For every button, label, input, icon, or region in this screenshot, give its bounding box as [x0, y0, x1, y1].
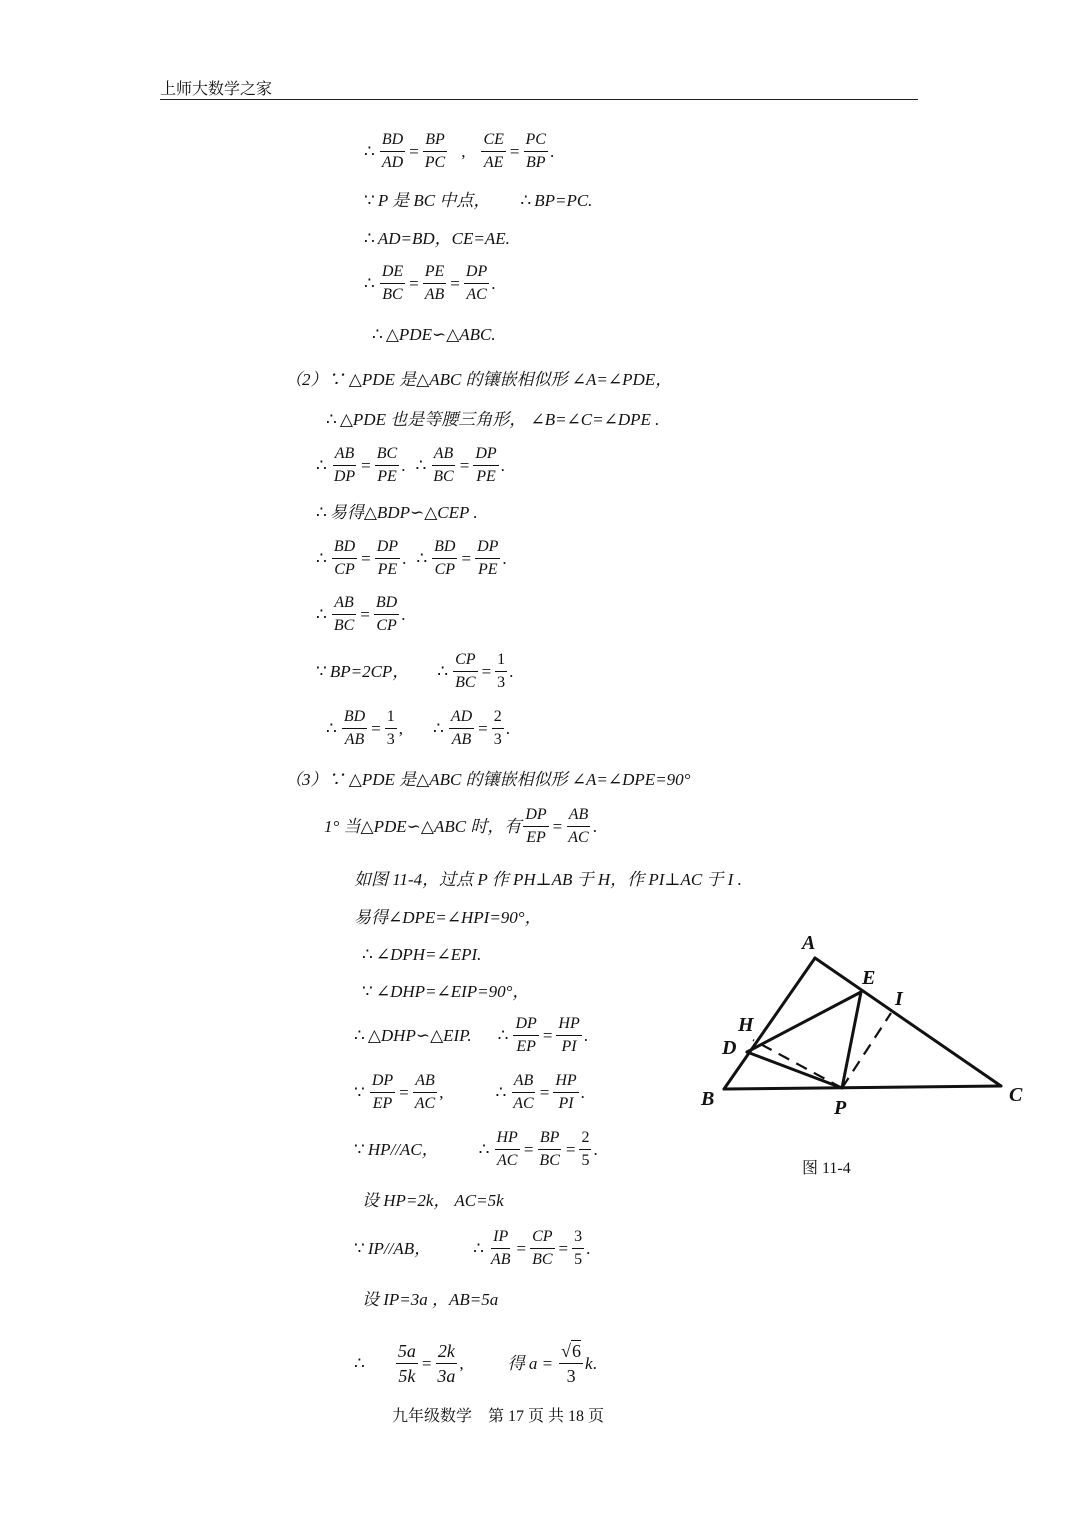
label-h: H	[738, 1014, 754, 1036]
perpendicular-lines	[753, 1013, 891, 1088]
part3-line-4: 易得∠DPE=∠HPI=90°，	[354, 908, 542, 927]
label-c: C	[1009, 1084, 1023, 1106]
figure-11-4	[690, 925, 1040, 1130]
fraction: $\frac{BD}{AD}$	[381, 131, 404, 171]
part2-line-2: ∴ △PDE 也是等腰三角形， ∠B=∠C=∠DPE .	[326, 410, 660, 429]
part2-line-8: ∴ $\frac{BD}{AB}$ = $\frac{1}{3}$ , ∴ $\frac{AD}{AB}$ = $\frac{2}{3}$ .	[326, 708, 510, 748]
triangle-pde	[747, 992, 861, 1088]
part3-line-12: 设 IP=3a ，AB=5a	[362, 1290, 499, 1309]
part3-line-3: 如图 11-4，过点 P 作 PH⊥AB 于 H，作 PI⊥AC 于 I .	[354, 870, 742, 889]
fraction: $\frac{PC}{BP}$	[525, 131, 546, 171]
header-rule	[160, 99, 918, 100]
part3-line-9: ∵ HP//AC， ∴ $\frac{HP}{AC}$ = $\frac{BP}{BC}$ = $\frac{2}{5}$ .	[354, 1129, 598, 1169]
part2-line-1: （2）∵ △PDE 是△ABC 的镶嵌相似形 ∠A=∠PDE，	[285, 370, 673, 389]
page-footer: 九年级数学 第 17 页 共 18 页	[392, 1408, 605, 1425]
label-b: B	[701, 1088, 715, 1110]
part2-line-6: ∴ $\frac{AB}{BC}$ = $\frac{BD}{CP}$ .	[316, 594, 406, 634]
part3-line-8: ∵ $\frac{DP}{EP}$ = $\frac{AB}{AC}$ , ∴ $\frac{AB}{AC}$ = $\frac{HP}{PI}$ .	[354, 1072, 585, 1112]
part2-line-3: ∴ $\frac{AB}{DP}$ = $\frac{BC}{PE}$ . ∴ $\frac{AB}{BC}$ = $\frac{DP}{PE}$ .	[316, 445, 505, 485]
part2-line-4: ∴ 易得△BDP∽△CEP .	[316, 503, 478, 522]
part2-line-5: ∴ $\frac{BD}{CP}$ = $\frac{DP}{PE}$ . ∴ $\frac{BD}{CP}$ = $\frac{DP}{PE}$ .	[316, 538, 507, 578]
label-i: I	[895, 988, 903, 1010]
part3-line-13: ∴ $\frac{5a}{5k}$ = $\frac{2k}{3a}$ , 得 a = $\frac{√6}{3}$ k .	[354, 1341, 597, 1386]
part3-line-2: 1° 当△PDE∽△ABC 时，有 $\frac{DP}{EP}$ = $\frac{AB}{AC}$ .	[324, 806, 597, 846]
eq-line-4: ∴ $\frac{DE}{BC}$ = $\frac{PE}{AB}$ = $\frac{DP}{AC}$ .	[364, 263, 496, 303]
part3-line-11: ∵ IP//AB， ∴ $\frac{IP}{AB}$ = $\frac{CP}{BC}$ = $\frac{3}{5}$ .	[354, 1228, 591, 1268]
part3-line-7: ∴ △DHP∽△EIP. ∴ $\frac{DP}{EP}$ = $\frac{HP}{PI}$ .	[354, 1015, 588, 1055]
eq-line-5: ∴ △PDE∽△ABC.	[372, 325, 496, 344]
part3-line-1: （3）∵ △PDE 是△ABC 的镶嵌相似形 ∠A=∠DPE=90°	[285, 770, 691, 789]
label-e: E	[862, 967, 876, 989]
page-header: 上师大数学之家	[160, 81, 273, 98]
part3-line-5: ∴ ∠DPH=∠EPI.	[362, 945, 482, 964]
eq-line-1: ∴ $\frac{BD}{AD}$ = $\frac{BP}{PC}$ , $\frac{CE}{AE}$ = $\frac{PC}{BP}$ .	[364, 131, 555, 171]
label-p: P	[834, 1097, 847, 1119]
part2-line-7: ∵ BP=2CP， ∴ $\frac{CP}{BC}$ = $\frac{1}{3}$ .	[316, 651, 514, 691]
label-a: A	[802, 932, 816, 954]
eq-line-2: ∵ P 是 BC 中点， ∴ BP=PC.	[364, 191, 593, 210]
part3-line-10: 设 HP=2k， AC=5k	[362, 1191, 504, 1210]
part3-line-6: ∵ ∠DHP=∠EIP=90°，	[362, 982, 530, 1001]
eq-line-3: ∴ AD=BD，CE=AE.	[364, 229, 510, 248]
label-d: D	[722, 1037, 737, 1059]
fraction: $\frac{CE}{AE}$	[483, 131, 504, 171]
figure-caption: 图 11-4	[802, 1160, 851, 1177]
fraction: $\frac{BP}{PC}$	[424, 131, 446, 171]
therefore-symbol: ∴	[364, 142, 375, 162]
